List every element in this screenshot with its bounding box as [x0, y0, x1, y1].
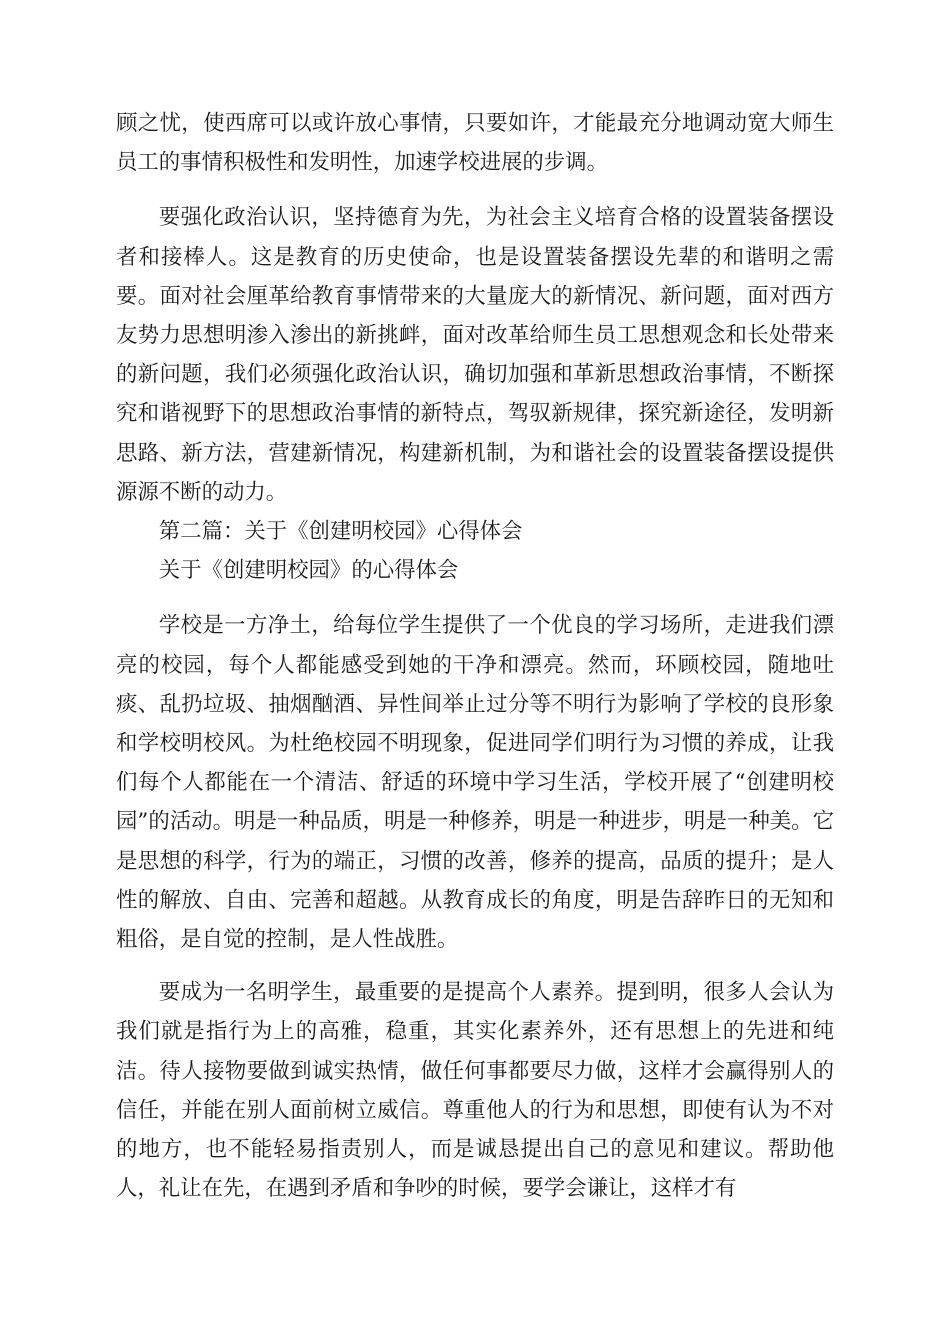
section-subtitle: 关于《创建明校园》的心得体会 [158, 558, 459, 584]
document-page [116, 104, 834, 1208]
paragraph-political-awareness: 要强化政治认识，坚持德育为先，为社会主义培育合格的设置装备摆设者和接棒人。这是教育的历史使命，也是设置装备摆设先辈的和谐明之需要。面对社会厘革给教育事情带来的大量庞大的新情况、新问题，面对西方友势力思想明渗入渗出的新挑衅，面对改革给师生员工思想观念和长处带来的新问题，我们必须强化政治认识，确切加强和革新思想政治事情，不断探究和谐视野下的思想政治事情的新特点，驾驭新规律，探究新途径，发明新思路、新方法，营建新情况，构建新机制，为和谐社会的设置装备摆设提供源源不断的动力。 [116, 205, 834, 505]
paragraph-continuation: 顾之忧，使西席可以或许放心事情，只要如许，才能最充分地调动宽大师生员工的事情积极性和发明性，加速学校进展的步调。 [116, 111, 834, 176]
paragraph-civilized-student: 要成为一名明学生，最重要的是提高个人素养。提到明，很多人会认为我们就是指行为上的高雅，稳重，其实化素养外，还有思想上的先进和纯洁。待人接物要做到诚实热情，做任何事都要尽力做，这样才会赢得别人的信任，并能在别人面前树立威信。尊重他人的行为和思想，即使有认为不对的地方，也不能轻易指责别人，而是诚恳提出自己的意见和建议。帮助他人，礼让在先，在遇到矛盾和争吵的时候，要学会谦让，这样才有 [116, 980, 834, 1202]
section-title: 第二篇：关于《创建明校园》心得体会 [158, 519, 523, 545]
paragraph-campus: 学校是一方净土，给每位学生提供了一个优良的学习场所，走进我们漂亮的校园，每个人都能感受到她的干净和漂亮。然而，环顾校园，随地吐痰、乱扔垃圾、抽烟酗酒、异性间举止过分等不明行为影响了学校的良形象和学校明校风。为杜绝校园不明现象，促进同学们明行为习惯的养成，让我们每个人都能在一个清洁、舒适的环境中学习生活，学校开展了“创建明校园”的活动。明是一种品质，明是一种修养，明是一种进步，明是一种美。它是思想的科学，行为的端正，习惯的改善，修养的提高，品质的提升；是人性的解放、自由、完善和超越。从教育成长的角度，明是告辞昨日的无知和粗俗，是自觉的控制，是人性战胜。 [116, 613, 834, 953]
